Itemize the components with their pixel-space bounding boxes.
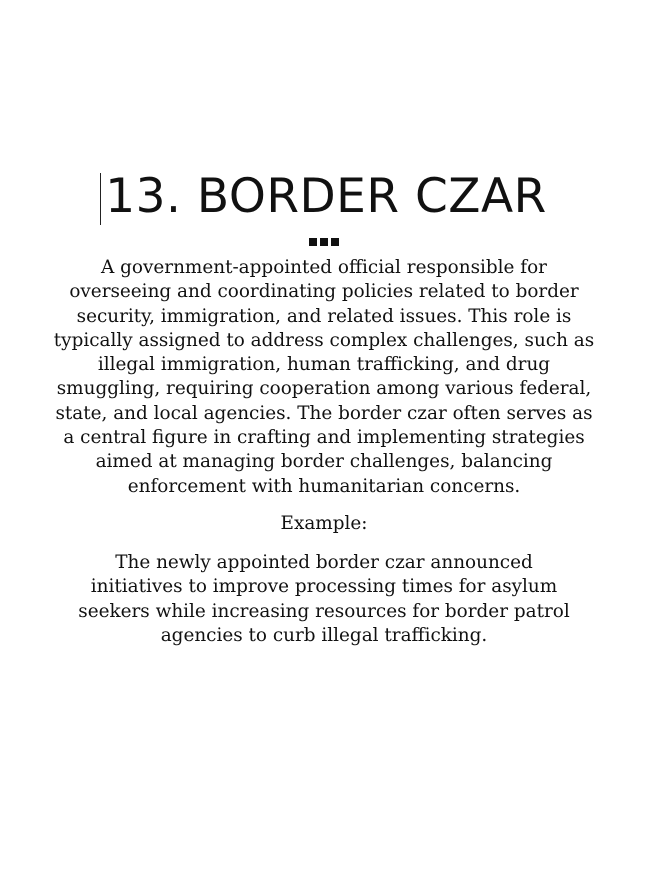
page-title: [101, 168, 547, 226]
page-title-text: 13. BORDER CZAR: [105, 169, 547, 224]
definition-paragraph: A government-appointed official responsible for overseeing and coordinating policies related to border security, immigration, and related issues. This role is typically assigned to address complex challenges, such as illegal immigration, human trafficking, and drug smuggling, requiring cooperation among various federal, state, and local agencies. The border czar often serves as a central figure in crafting and implementing strategies aimed at managing border challenges, balancing enforcement with humanitarian concerns.: [53, 257, 595, 497]
example-label: Example:: [280, 513, 368, 534]
divider-dot: [309, 238, 317, 246]
divider-dot: [331, 238, 339, 246]
title-container: [0, 168, 648, 226]
text-cursor: [100, 173, 101, 225]
divider-dot: [320, 238, 328, 246]
example-paragraph: The newly appointed border czar announced initiatives to improve processing times for asylum seekers while increasing resources for border patrol agencies to curb illegal trafficking.: [78, 552, 570, 646]
ellipsis-divider: [0, 238, 648, 246]
